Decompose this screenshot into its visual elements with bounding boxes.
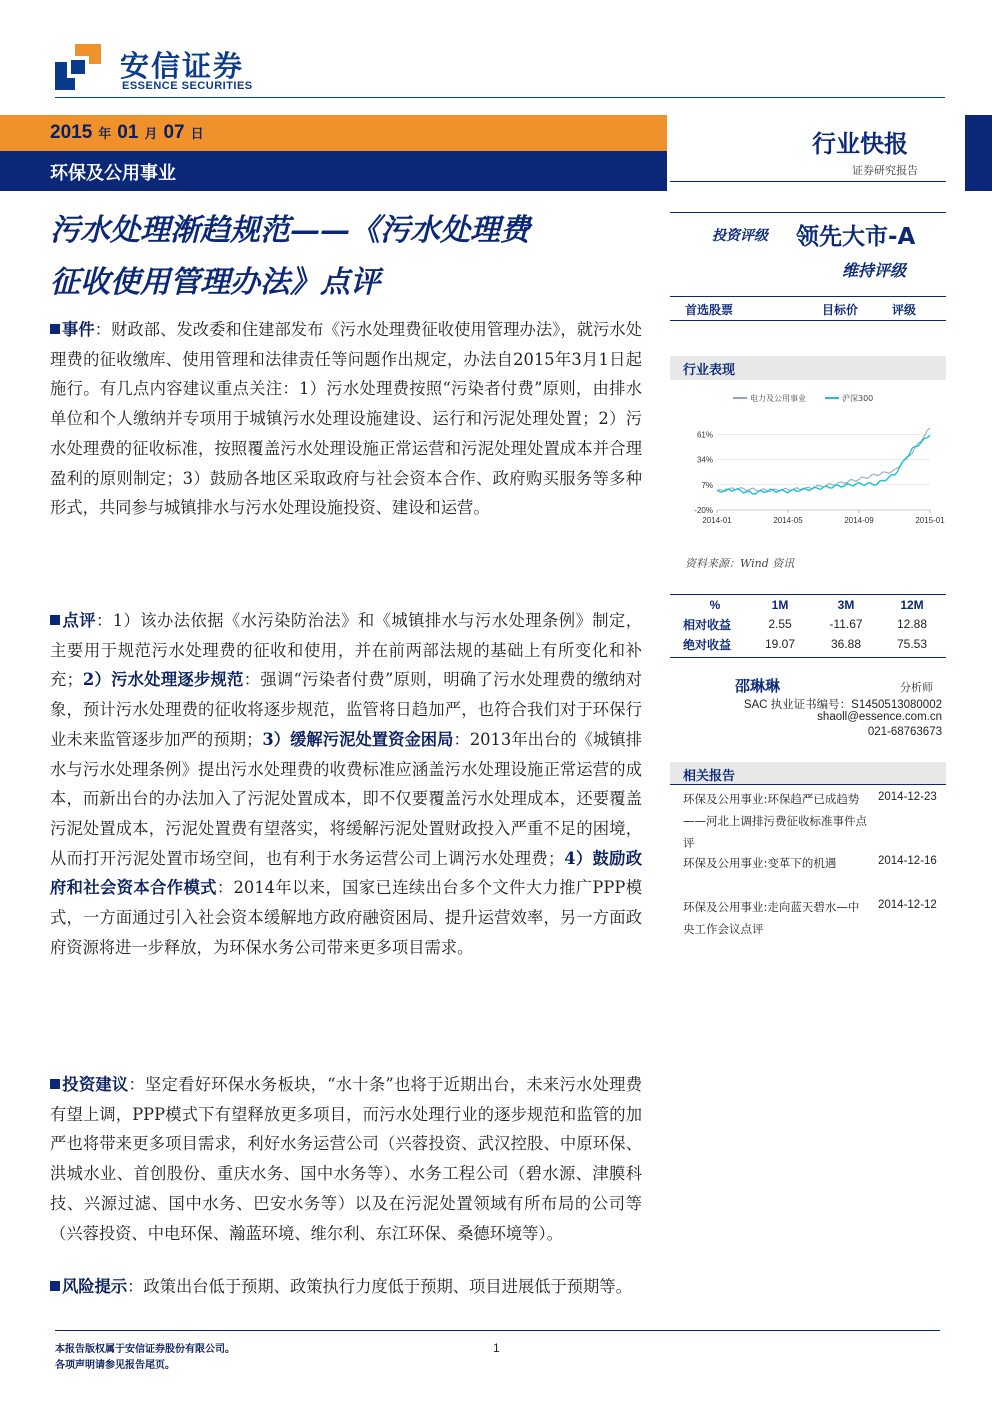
related-line bbox=[670, 784, 946, 785]
table-row bbox=[683, 634, 945, 654]
picks-bottom-line bbox=[670, 320, 946, 321]
picks-top-line bbox=[670, 296, 946, 297]
table-cell: 19.07 bbox=[764, 637, 796, 651]
perf-table-top-line bbox=[670, 594, 946, 595]
bullet-square-icon bbox=[50, 324, 60, 334]
analyst-title: 分析师 bbox=[900, 681, 933, 694]
picks-col-target: 目标价 bbox=[822, 303, 859, 317]
related-heading: 相关报告 bbox=[683, 769, 736, 784]
related-item-date: 2014-12-12 bbox=[878, 899, 937, 911]
company-logo-text: 安信证券 bbox=[120, 49, 245, 83]
logo-mark bbox=[55, 44, 101, 90]
report-title bbox=[50, 205, 650, 309]
bullet-square-icon bbox=[50, 1281, 60, 1291]
related-item-title[interactable]: 环保及公用事业:变革下的机遇 bbox=[683, 856, 837, 870]
related-item-date: 2014-12-23 bbox=[878, 791, 937, 803]
report-type-underline bbox=[670, 181, 946, 182]
footer-copyright: 本报告版权属于安信证券股份有限公司。 bbox=[55, 1344, 235, 1355]
perf-header-row bbox=[683, 596, 945, 614]
analyst-phone: 021-68763673 bbox=[867, 726, 942, 738]
footer-disclaimer: 各项声明请参见报告尾页。 bbox=[55, 1360, 175, 1371]
x-tick-label: 2015-01 bbox=[915, 516, 945, 525]
company-logo-en: ESSENCE SECURITIES bbox=[122, 80, 253, 92]
page-number: 1 bbox=[493, 1341, 500, 1355]
x-tick-label: 2014-01 bbox=[702, 516, 732, 525]
report-date: 2015 年 01 月 07 日 bbox=[50, 122, 204, 143]
industry-performance-chart bbox=[675, 388, 945, 538]
title-line-2: 征收使用管理办法》点评 bbox=[50, 265, 380, 300]
y-tick-label: -20% bbox=[694, 506, 713, 515]
perf-header-cell: 12M bbox=[900, 598, 924, 612]
x-tick-label: 2014-09 bbox=[844, 516, 874, 525]
row-label: 绝对收益 bbox=[683, 637, 732, 652]
analyst-name: 邵琳琳 bbox=[735, 677, 781, 695]
table-row bbox=[683, 614, 945, 634]
perf-header-cell: % bbox=[709, 598, 721, 612]
rating-status: 维持评级 bbox=[842, 261, 907, 280]
table-cell: 12.88 bbox=[896, 617, 928, 631]
investment-paragraph: 投资建议：坚定看好环保水务板块，“水十条”也将于近期出台，未来污水处理费有望上调，PPP模式下有望释放更多项目，而污水处理行业的逐步规范和监管的加严也将带来更多项目需求，利好水务运营公司（兴蓉投资、武汉控股、中原环保、洪城水业、首创股份、重庆水务、国中水务等）、水务工程公司（碧水源、津膜科技、兴源过滤、国中水务、巴安水务等）以及在污泥处置领域有所布局的公司等（兴蓉投资、中电环保、瀚蓝环境、维尔利、东江环保、桑德环境等）。 bbox=[50, 1075, 642, 1243]
analyst-sac: SAC 执业证书编号：S1450513080002 bbox=[743, 699, 942, 711]
series-line-1 bbox=[717, 435, 930, 494]
y-tick-label: 7% bbox=[701, 480, 713, 490]
table-cell: 75.53 bbox=[896, 637, 928, 651]
legend-label: 电力及公用事业 bbox=[750, 394, 806, 403]
bullet-square-icon bbox=[50, 615, 60, 625]
related-item-title[interactable]: 环保及公用事业:环保趋严已成趋势——河北上调排污费征收标准事件点评 bbox=[683, 792, 867, 850]
sector-name: 环保及公用事业 bbox=[50, 163, 176, 184]
header-divider bbox=[55, 97, 945, 98]
perf-header-cell: 3M bbox=[837, 598, 855, 612]
table-cell: 2.55 bbox=[768, 617, 792, 631]
y-tick-label: 34% bbox=[696, 455, 713, 465]
related-item-date: 2014-12-16 bbox=[878, 855, 937, 867]
picks-col-rating: 评级 bbox=[892, 303, 917, 317]
picks-col-stock: 首选股票 bbox=[685, 303, 734, 317]
rating-value: 领先大市-A bbox=[796, 224, 916, 250]
report-type: 行业快报 bbox=[812, 130, 908, 158]
perf-header-cell: 1M bbox=[771, 598, 789, 612]
row-label: 相对收益 bbox=[683, 617, 732, 632]
bullet-square-icon bbox=[50, 1079, 60, 1089]
title-line-1: 污水处理渐趋规范——《污水处理费 bbox=[50, 213, 530, 248]
footer-divider bbox=[55, 1330, 940, 1331]
risk-paragraph: 风险提示：政策出台低于预期、政策执行力度低于预期、项目进展低于预期等。 bbox=[50, 1272, 642, 1302]
performance-heading: 行业表现 bbox=[683, 363, 736, 378]
related-item-title[interactable]: 环保及公用事业:走向蓝天碧水—中央工作会议点评 bbox=[683, 900, 860, 936]
report-subtype: 证券研究报告 bbox=[852, 164, 918, 177]
event-paragraph: 事件：财政部、发改委和住建部发布《污水处理费征收使用管理办法》，就污水处理费的征收缴库、使用管理和法律责任等问题作出规定，办法自2015年3月1日起施行。有几点内容建议重点关注：1）污水处理费按照“污染者付费”原则，由排水单位和个人缴纳并专项用于城镇污水处理设施建设、运行和污泥处理处置；2）污水处理费的征收标准，按照覆盖污水处理设施正常运营和污泥处理处置成本并合理盈利的原则制定；3）鼓励各地区采取政府与社会资本合作、政府购买服务等多种形式，共同参与城镇排水与污水处理设施投资、建设和运营。 bbox=[50, 320, 642, 518]
table-cell: 36.88 bbox=[830, 637, 862, 651]
legend-label: 沪深300 bbox=[842, 394, 874, 403]
y-tick-label: 61% bbox=[696, 430, 713, 440]
performance-table bbox=[683, 596, 945, 654]
table-cell: -11.67 bbox=[829, 617, 863, 631]
chart-source: 资料来源：Wind 资讯 bbox=[685, 557, 795, 570]
perf-table-bottom-line bbox=[670, 657, 946, 658]
rating-top-line bbox=[670, 212, 946, 213]
analyst-email[interactable]: shaoll@essence.com.cn bbox=[817, 711, 942, 723]
comment-paragraph: 点评：1）该办法依据《水污染防治法》和《城镇排水与污水处理条例》制定，主要用于规范污水处理费的征收和使用，并在前两部法规的基础上有所变化和补充；2）污水处理逐步规范：强调“污染者付费”原则，明确了污水处理费的缴纳对象，预计污水处理费的征收将逐步规范，监管将日趋加严，也符合我们对于环保行业未来监管逐步加严的预期；3）缓解污泥处置资金困局：2013年出台的《城镇排水与污水处理条例》提出污水处理费的收费标准应涵盖污水处理设施正常运营的成本，而新出台的办法加入了污泥处置成本，即不仅要覆盖污水处理成本，还要覆盖污泥处置成本，污泥处置费有望落实，将缓解污泥处置财政投入严重不足的困境，从而打开污泥处置市场空间，也有利于水务运营公司上调污水处理费；4）鼓励政府和社会资本合作模式：2014年以来，国家已连续出台多个文件大力推广PPP模式，一方面通过引入社会资本缓解地方政府融资困局、提升运营效率，另一方面政府资源将进一步释放，为环保水务公司带来更多项目需求。 bbox=[50, 611, 642, 957]
rating-label: 投资评级 bbox=[712, 228, 768, 244]
side-accent-bar bbox=[965, 115, 992, 191]
x-tick-label: 2014-05 bbox=[773, 516, 803, 525]
